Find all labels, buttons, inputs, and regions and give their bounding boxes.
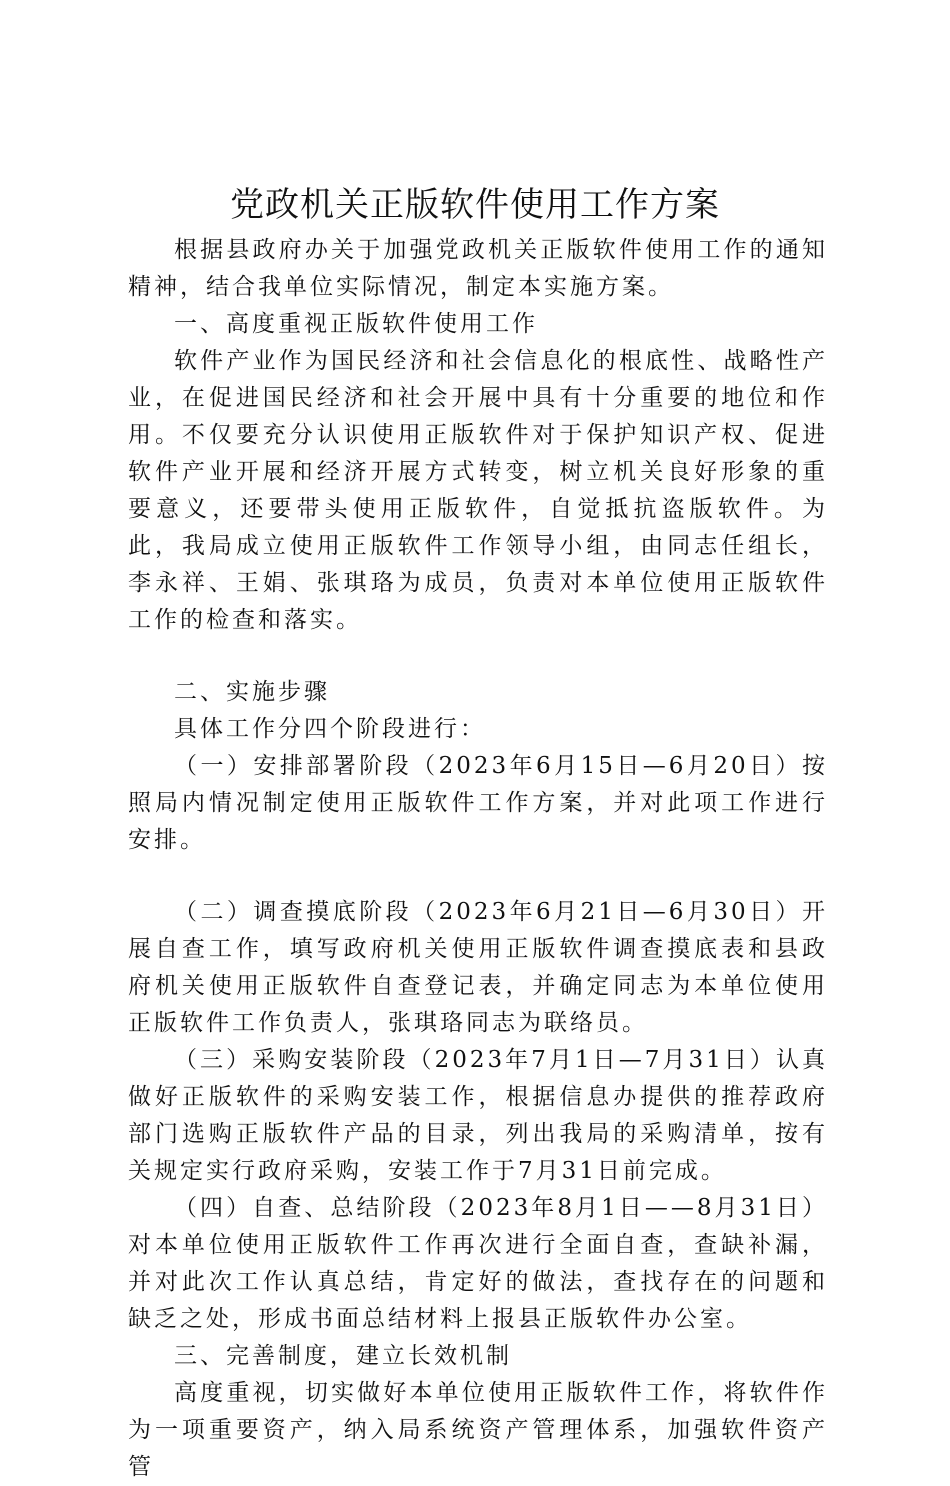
section-heading-3: 三、完善制度，建立长效机制 xyxy=(174,1343,512,1369)
section-heading-1: 一、高度重视正版软件使用工作 xyxy=(174,311,538,337)
paragraph-stage-1: （一）安排部署阶段（2023年6月15日—6月20日）按照局内情况制定使用正版软件工作方案，并对此项工作进行安排。 xyxy=(128,753,828,853)
paragraph-section-3: 高度重视，切实做好本单位使用正版软件工作，将软件作为一项重要资产，纳入局系统资产管理体系，加强软件资产管 xyxy=(128,1380,828,1480)
document-body xyxy=(128,232,828,1486)
document-title: 党政机关正版软件使用工作方案 xyxy=(230,185,720,225)
paragraph-stage-2: （二）调查摸底阶段（2023年6月21日—6月30日）开展自查工作，填写政府机关使用正版软件调查摸底表和县政府机关使用正版软件自查登记表，并确定同志为本单位使用正版软件工作负责人，张琪珞同志为联络员。 xyxy=(128,899,828,1036)
paragraph-stage-3: （三）采购安装阶段（2023年7月1日—7月31日）认真做好正版软件的采购安装工作，根据信息办提供的推荐政府部门选购正版软件产品的目录，列出我局的采购清单，按有关规定实行政府采购，安装工作于7月31日前完成。 xyxy=(128,1047,828,1184)
section-heading-2: 二、实施步骤 xyxy=(174,679,330,705)
paragraph-stage-4: （四）自查、总结阶段（2023年8月1日——8月31日）对本单位使用正版软件工作再次进行全面自查，查缺补漏，并对此次工作认真总结，肯定好的做法，查找存在的问题和缺乏之处，形成书面总结材料上报县正版软件办公室。 xyxy=(128,1195,828,1332)
paragraph-section-1: 软件产业作为国民经济和社会信息化的根底性、战略性产业，在促进国民经济和社会开展中具有十分重要的地位和作用。不仅要充分认识使用正版软件对于保护知识产权、促进软件产业开展和经济开展方式转变，树立机关良好形象的重要意义，还要带头使用正版软件，自觉抵抗盗版软件。为此，我局成立使用正版软件工作领导小组，由同志任组长，李永祥、王娟、张琪珞为成员，负责对本单位使用正版软件工作的检查和落实。 xyxy=(128,348,828,633)
paragraph-intro: 根据县政府办关于加强党政机关正版软件使用工作的通知精神，结合我单位实际情况，制定本实施方案。 xyxy=(128,237,828,300)
paragraph-stages-intro: 具体工作分四个阶段进行： xyxy=(174,716,486,742)
